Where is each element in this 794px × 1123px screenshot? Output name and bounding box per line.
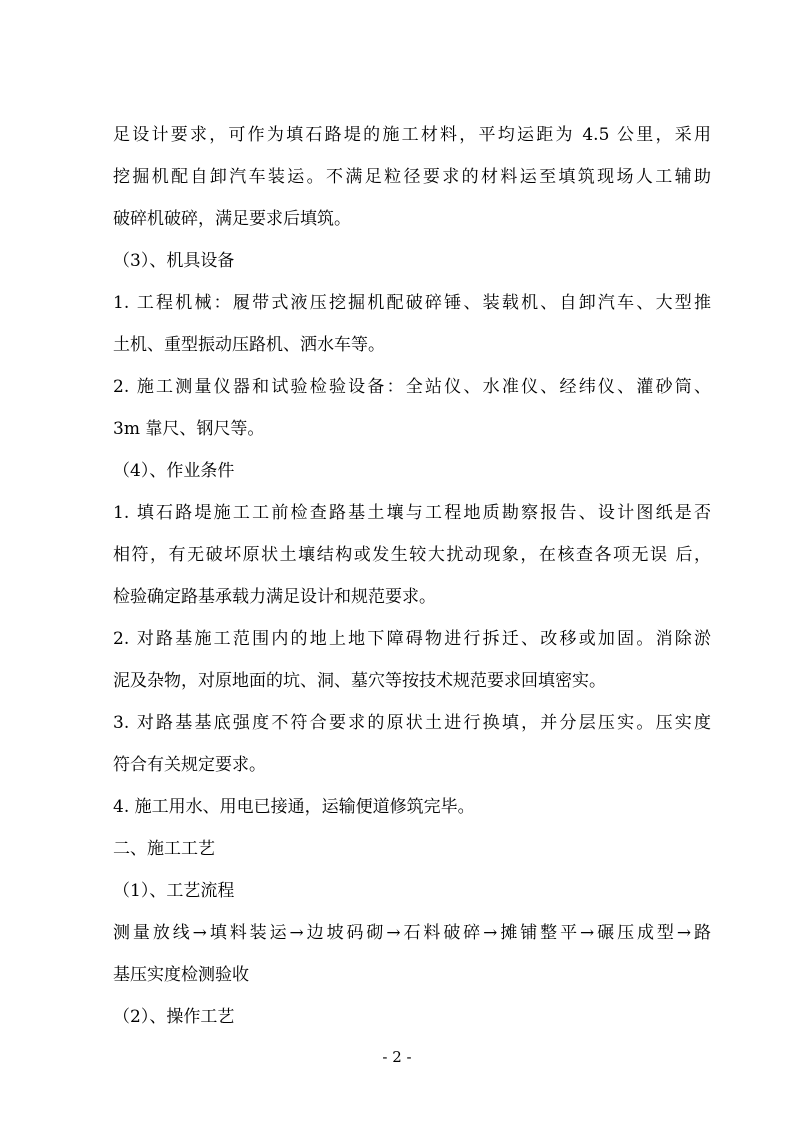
text-line: 4. 施工用水、用电已接通，运输便道修筑完毕。: [113, 797, 475, 817]
text-line: 足设计要求，可作为填石路堤的施工材料，平均运距为 4.5 公里，采用: [113, 125, 711, 145]
text-line: 3. 对路基基底强度不符合要求的原状土进行换填，并分层压实。压实度: [113, 713, 711, 733]
section-heading: （3）、机具设备: [113, 251, 235, 271]
text-line: 测量放线→填料装运→边坡码砌→石料破碎→摊铺整平→碾压成型→路: [113, 923, 711, 943]
section-heading: 二、施工工艺: [113, 839, 215, 859]
text-line: 2. 施工测量仪器和试验检验设备：全站仪、水准仪、经纬仪、灌砂筒、: [113, 377, 711, 397]
section-heading: （4）、作业条件: [113, 461, 235, 481]
text-line: 相符，有无破坏原状土壤结构或发生较大扰动现象，在核查各项无误 后，: [113, 545, 711, 565]
text-line: 2. 对路基施工范围内的地上地下障碍物进行拆迁、改移或加固。消除淤: [113, 629, 711, 649]
text-line: 1. 填石路堤施工工前检查路基土壤与工程地质勘察报告、设计图纸是否: [113, 503, 711, 523]
text-line: 土机、重型振动压路机、洒水车等。: [113, 335, 385, 355]
page-number: - 2 -: [382, 1048, 412, 1066]
text-line: 基压实度检测验收: [113, 965, 249, 985]
text-line: 挖掘机配自卸汽车装运。不满足粒径要求的材料运至填筑现场人工辅助: [113, 167, 711, 187]
section-heading: （1）、工艺流程: [113, 881, 235, 901]
text-line: 1. 工程机械：履带式液压挖掘机配破碎锤、装载机、自卸汽车、大型推: [113, 293, 711, 313]
text-line: 检验确定路基承载力满足设计和规范要求。: [113, 587, 436, 607]
text-line: 符合有关规定要求。: [113, 755, 266, 775]
text-line: 3m 靠尺、钢尺等。: [113, 419, 265, 439]
section-heading: （2）、操作工艺: [113, 1007, 235, 1027]
text-line: 泥及杂物，对原地面的坑、洞、墓穴等按技术规范要求回填密实。: [113, 671, 606, 691]
text-line: 破碎机破碎，满足要求后填筑。: [113, 209, 351, 229]
